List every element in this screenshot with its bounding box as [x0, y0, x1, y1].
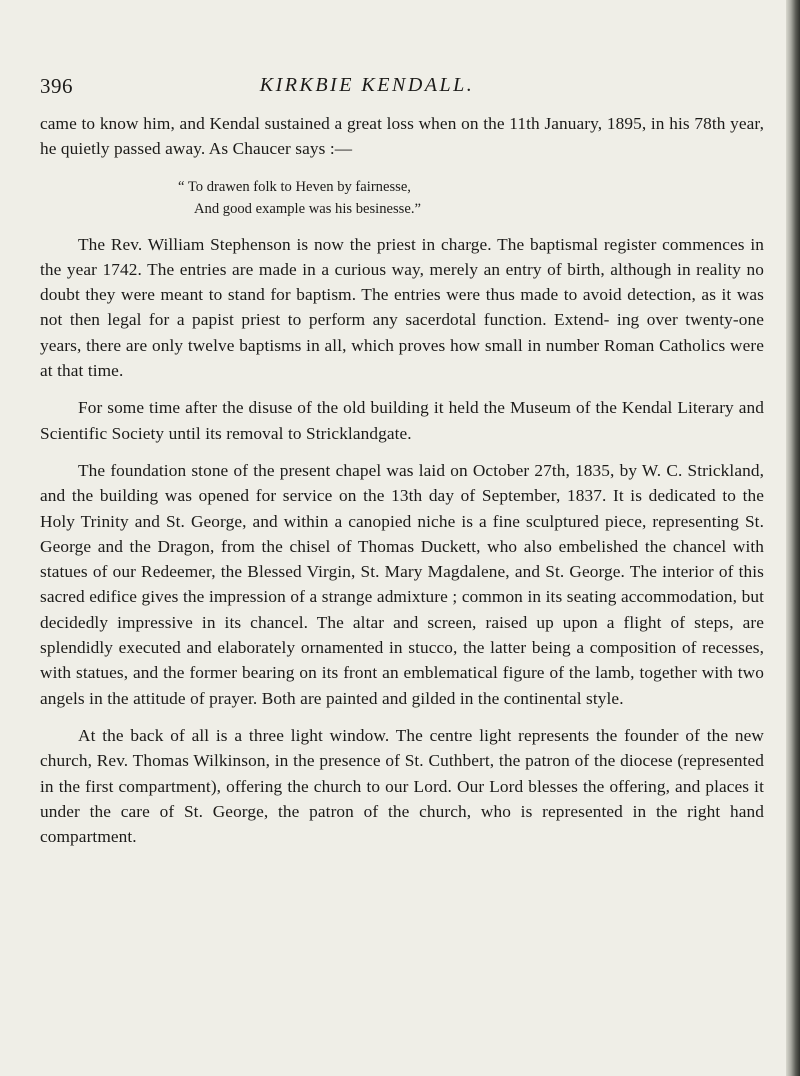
running-title: KIRKBIE KENDALL. — [259, 74, 475, 96]
paragraph-1: came to know him, and Kendal sustained a great loss when on the 11th January, 1895, in his 78th year, he quietly passed away. As Chaucer says :— — [40, 114, 764, 159]
body-text — [40, 111, 764, 849]
quote-line-2: And good example was his besinesse.” — [194, 200, 421, 217]
page-header — [40, 74, 740, 104]
paragraph-5: At the back of all is a three light window. The centre light represents the founder of the new church, Rev. Thomas Wilkinson, in the presence of St. Cuthbert, the patron of the diocese (represented in the first compartment), offering the church to our Lord. Our Lord blesses the offering, and places it under the care of St. George, the patron of the church, who is represented in the right hand compartment. — [40, 725, 764, 847]
page-edge-shadow — [786, 0, 800, 1076]
paragraph-4: The foundation stone of the present chapel was laid on October 27th, 1835, by W. C. Strickland, and the building was opened for service on the 13th day of September, 1837. It is dedicated to the Holy Trinity and St. George, and within a canopied niche is a fine sculptured piece, representing St. George and the Dragon, from the chisel of Thomas Duckett, who also embelished the chancel with statues of our Redeemer, the Blessed Virgin, St. Mary Magdalene, and St. George. The interior of this sacred edifice gives the impression of a strange admixture ; common in its seating accommodation, but decidedly impressive in its chancel. The altar and screen, raised up upon a flight of steps, are splendidly executed and elaborately ornamented in stucco, the latter being a composition of recesses, with statues, and the former bearing on its front an emblematical figure of the lamb, together with two angels in the attitude of prayer. Both are painted and gilded in the continental style. — [40, 460, 764, 708]
paragraph-2: The Rev. William Stephenson is now the priest in charge. The baptismal register commences in the year 1742. The entries are made in a curious way, merely an entry of birth, although in reality no doubt they were meant to stand for baptism. The entries were thus made to avoid detection, as it was not then legal for a papist priest to perform any sacerdotal function. Extend- ing over twenty-one years, there are only twelve baptisms in all, which proves how small in number Roman Catholics were at that time. — [40, 234, 764, 381]
page-number: 396 — [40, 74, 73, 98]
paragraph-3: For some time after the disuse of the old building it held the Museum of the Kendal Literary and Scientific Society until its removal to Stricklandgate. — [40, 398, 764, 443]
chaucer-quote — [40, 176, 764, 220]
quote-line-1: “ To drawen folk to Heven by fairnesse, — [178, 178, 411, 195]
